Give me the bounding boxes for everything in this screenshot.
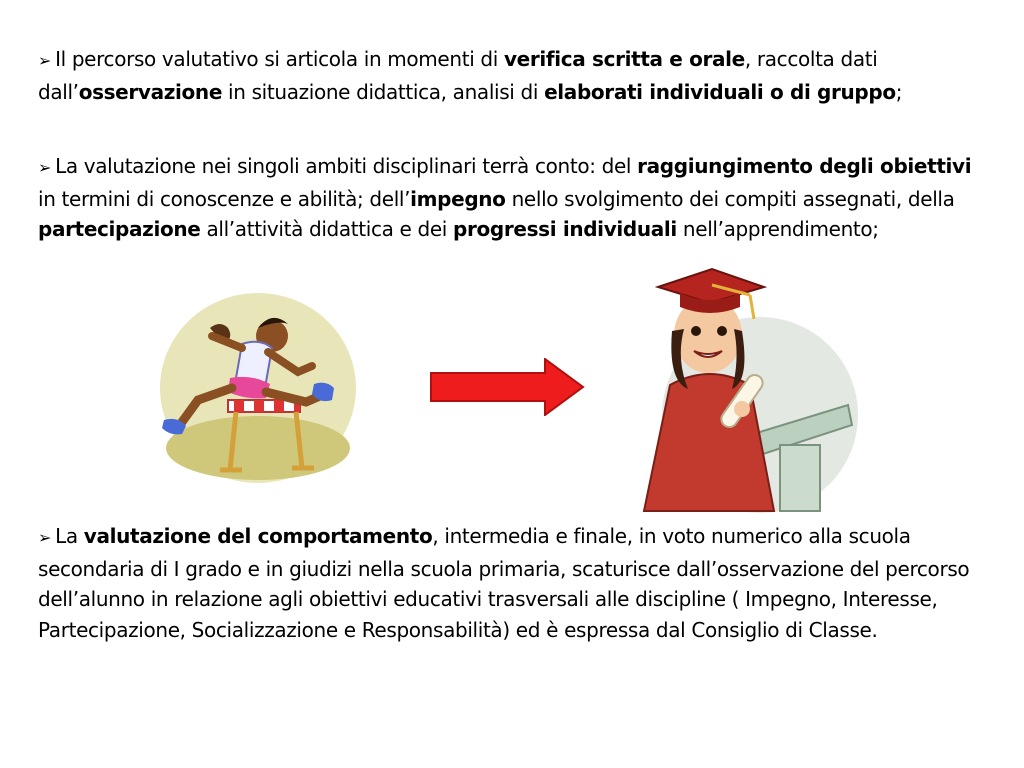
paragraph-evaluation-criteria	[38, 151, 988, 245]
bold-text: osservazione	[78, 79, 223, 104]
bullet-arrow-icon: ➢	[38, 528, 52, 547]
bold-text: raggiungimento degli obiettivi	[637, 154, 972, 178]
bold-text: valutazione del comportamento	[83, 524, 433, 548]
paragraph-behaviour-evaluation	[38, 521, 988, 645]
body-text: ;	[895, 79, 903, 104]
bold-text: verifica scritta e orale	[503, 47, 745, 71]
paragraph-verification	[38, 44, 988, 107]
body-text: La valutazione nei singoli ambiti disciplinari terrà conto: del	[55, 154, 638, 178]
bullet-arrow-icon: ➢	[38, 51, 52, 70]
body-text: nell’apprendimento;	[676, 217, 879, 241]
body-text: , raccolta dati dall’	[38, 47, 878, 104]
bold-text: impegno	[410, 186, 506, 211]
body-text: all’attività didattica e dei	[200, 217, 454, 241]
body-text: in situazione didattica, analisi di	[222, 79, 545, 104]
bold-text: progressi individuali	[453, 217, 677, 241]
bold-text: partecipazione	[38, 217, 201, 241]
body-text: in termini di conoscenze e abilità; dell’	[38, 186, 411, 211]
body-text: , intermedia e finale, in voto numerico alla scuola secondaria di I grado e in giudizi nella scuola primaria, scaturisce dall’osservazione del percorso dell’alunno in relazione agli obiettivi educativi trasversali alle discipline ( Impegno, Interesse, Partecipazione, Socializzazione e Responsabilità) ed è espressa dal Consiglio di Classe.	[38, 524, 970, 642]
body-text: nello svolgimento dei compiti assegnati, della	[505, 186, 955, 211]
hurdler-illustration	[150, 288, 360, 498]
bold-text: elaborati individuali o di gruppo	[544, 79, 896, 104]
right-arrow-icon	[430, 358, 585, 416]
bullet-arrow-icon: ➢	[38, 158, 52, 177]
body-text: Il percorso valutativo si articola in momenti di	[55, 47, 504, 71]
graduate-illustration	[630, 265, 860, 515]
body-text: La	[55, 524, 84, 548]
